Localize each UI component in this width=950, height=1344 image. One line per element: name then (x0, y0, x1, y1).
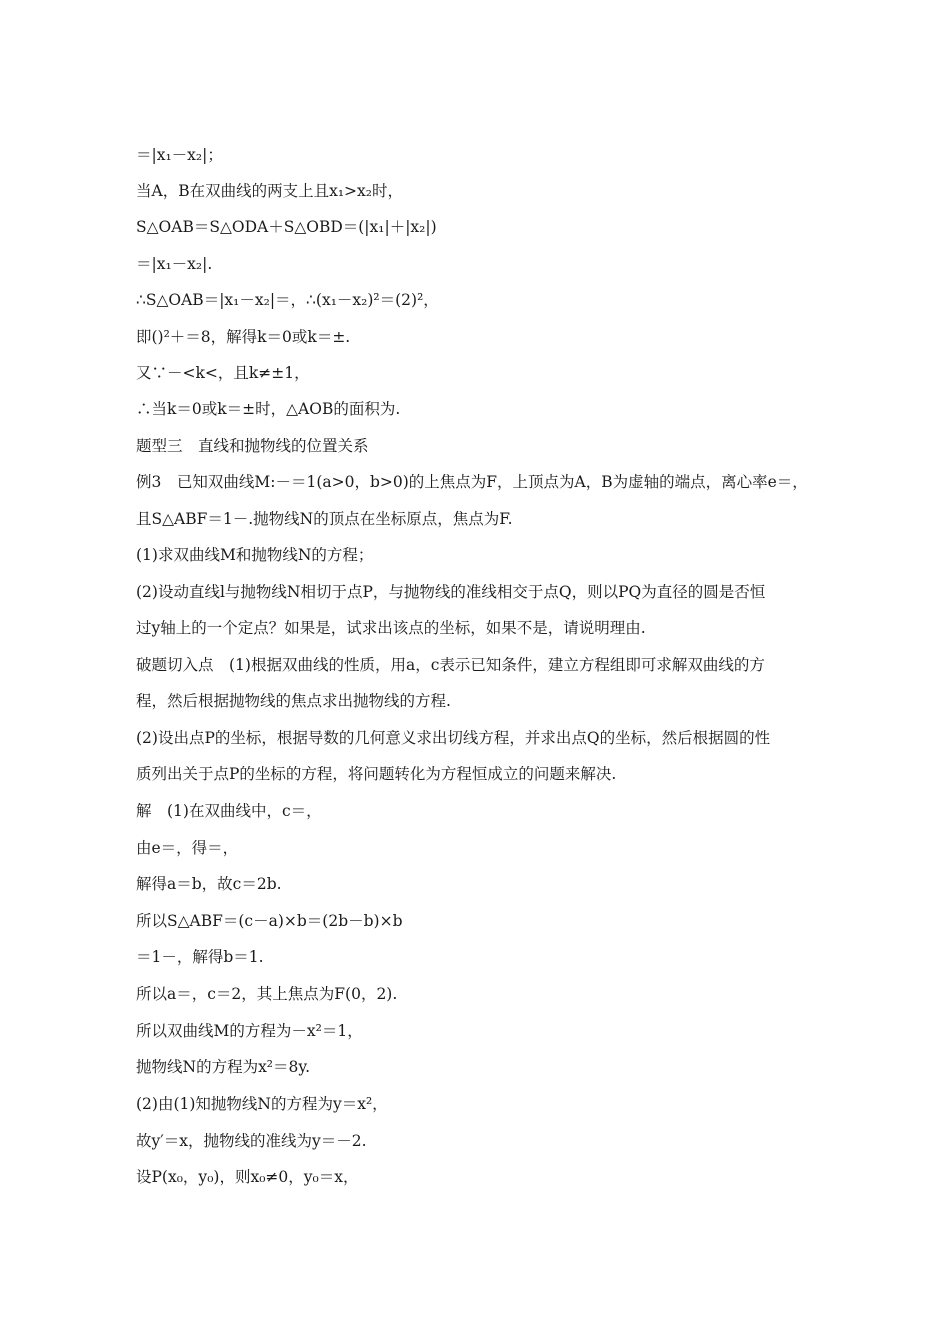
section-heading: 题型三 直线和抛物线的位置关系 (136, 437, 369, 455)
text-line: ＝|x₁－x₂|. (136, 255, 213, 273)
text-line: 设P(x₀，y₀)，则x₀≠0，y₀＝x， (136, 1168, 359, 1186)
text-line: ＝|x₁－x₂|； (136, 146, 223, 164)
text-line: (2)由(1)知抛物线N的方程为y＝x²， (136, 1095, 388, 1113)
text-line: (2)设出点P的坐标，根据导数的几何意义求出切线方程，并求出点Q的坐标，然后根据圆的性 (136, 729, 771, 747)
text-line: 过y轴上的一个定点？如果是，试求出该点的坐标，如果不是，请说明理由. (136, 619, 646, 637)
text-line: 所以S△ABF＝(c－a)×b＝(2b－b)×b (136, 912, 403, 930)
text-line: 所以双曲线M的方程为－x²＝1， (136, 1022, 363, 1040)
text-line: (1)求双曲线M和抛物线N的方程； (136, 546, 374, 564)
text-line: (2)设动直线l与抛物线N相切于点P，与抛物线的准线相交于点Q，则以PQ为直径的圆是否恒 (136, 583, 766, 601)
text-line: 破题切入点 (1)根据双曲线的性质，用a，c表示已知条件，建立方程组即可求解双曲线的方 (136, 656, 765, 674)
text-line: ∴当k＝0或k＝±时，△AOB的面积为. (136, 400, 401, 418)
text-line: 质列出关于点P的坐标的方程，将问题转化为方程恒成立的问题来解决. (136, 765, 617, 783)
text-line: 例3 已知双曲线M:－＝1(a>0，b>0)的上焦点为F，上顶点为A，B为虚轴的端点，离心率e＝， (136, 473, 808, 491)
text-line: 又∵－<k<，且k≠±1， (136, 364, 310, 382)
text-line: 所以a＝，c＝2，其上焦点为F(0，2). (136, 985, 398, 1003)
text-line: 解得a＝b，故c＝2b. (136, 875, 282, 893)
text-line: ∴S△OAB＝|x₁－x₂|＝，∴(x₁－x₂)²＝(2)²， (136, 291, 439, 309)
text-line: 当A，B在双曲线的两支上且x₁>x₂时， (136, 182, 403, 200)
text-line: 故y′＝x，抛物线的准线为y＝－2. (136, 1132, 367, 1150)
text-line: 解 (1)在双曲线中，c＝， (136, 802, 322, 820)
text-line: S△OAB＝S△ODA＋S△OBD＝(|x₁|＋|x₂|) (136, 218, 437, 236)
text-line: ＝1－，解得b＝1. (136, 948, 264, 966)
text-line: 由e＝，得＝， (136, 839, 239, 857)
text-line: 抛物线N的方程为x²＝8y. (136, 1058, 311, 1076)
text-line: 即()²＋＝8，解得k＝0或k＝±. (136, 328, 351, 346)
text-line: 程，然后根据抛物线的焦点求出抛物线的方程. (136, 692, 451, 710)
text-line: 且S△ABF＝1－.抛物线N的顶点在坐标原点，焦点为F. (136, 510, 513, 528)
